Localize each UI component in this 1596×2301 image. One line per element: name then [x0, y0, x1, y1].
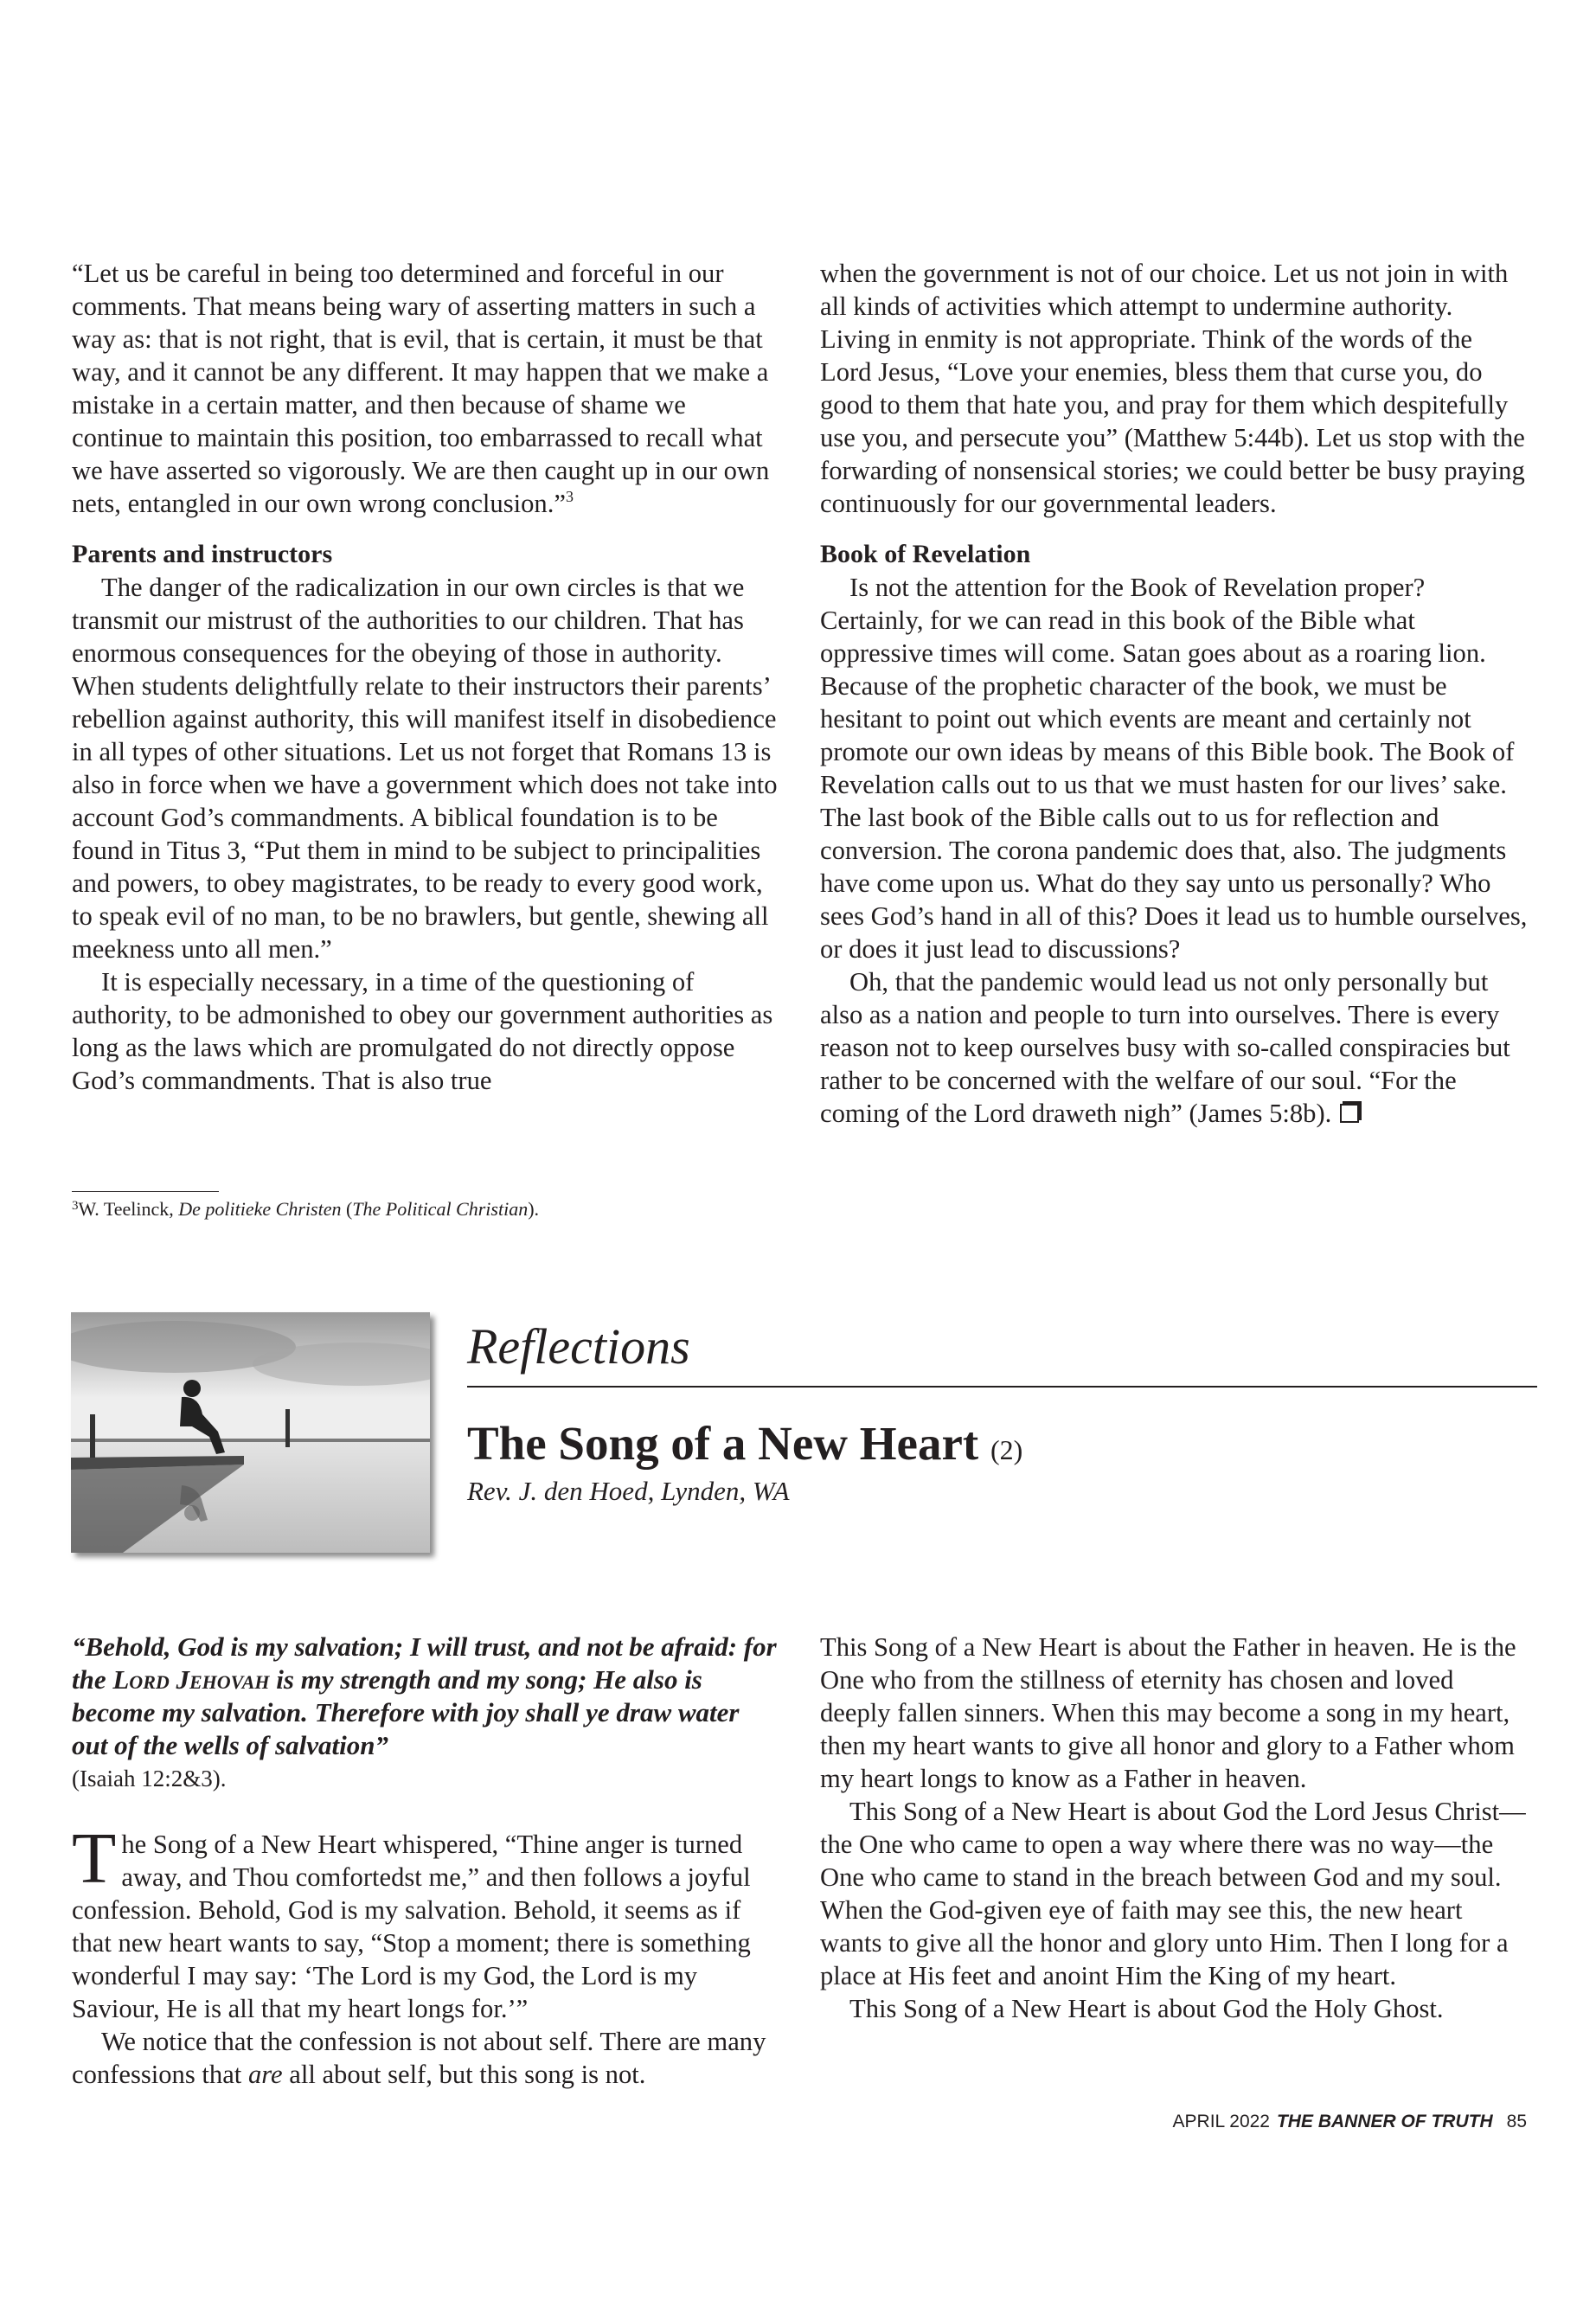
article-right-column	[820, 1631, 1529, 2025]
body-paragraph: It is especially necessary, in a time of the questioning of authority, to be admonished to obey our government authorities as long as the laws which are promulgated do not directly oppose God’s commandments. That is also true	[72, 967, 773, 1095]
article-title: The Song of a New Heart (2)	[467, 1417, 1023, 1470]
section-heading-revelation: Book of Revelation	[820, 540, 1031, 568]
footnote-reference: 3	[565, 488, 574, 505]
body-paragraph: We notice that the confession is not about self. There are many confessions that are all about self, but this song is not.	[72, 2027, 766, 2089]
body-paragraph: This Song of a New Heart is about God the Lord Jesus Christ—the One who came to open a way where there was no way—the One who came to stand in the breach between God and my soul. When the God-given eye of faith may see this, the new heart wants to give all the honor and glory unto Him. Then I long for a place at His feet and anoint Him the King of my heart.	[820, 1797, 1526, 1990]
body-paragraph: This Song of a New Heart is about the Father in heaven. He is the One who from the stillness of eternity has chosen and loved deeply fallen sinners. When this may become a song in my heart, then my heart wants to give all honor and glory to a Father whom my heart longs to know as a Father in heaven.	[820, 1632, 1516, 1793]
article-part-number: (2)	[990, 1434, 1023, 1465]
author-byline: Rev. J. den Hoed, Lynden, WA	[467, 1476, 790, 1506]
upper-right-column	[820, 257, 1529, 1130]
article-left-column	[72, 1631, 781, 2091]
quotation-paragraph: “Let us be careful in being too determined and forceful in our comments. That means being wary of asserting matters in such a way as: that is not right, that is evil, that is certain, it must be that way, and it cannot be any different. It may happen that we make a mistake in a certain matter, and then because of shame we continue to maintain this position, too embarrassed to recall what we have asserted so vigorously. We are then caught up in our own nets, entangled in our own wrong conclusion.”$^3$	[72, 259, 770, 518]
body-paragraph: This Song of a New Heart is about God the Holy Ghost.	[849, 1994, 1444, 2023]
page-folio: APRIL 2022 THE BANNER OF TRUTH 85	[1172, 2112, 1527, 2131]
body-paragraph: The danger of the radicalization in our own circles is that we transmit our mistrust of the authorities to our children. That has enormous consequences for the obeying of those in authority. When students delightfully relate to their instructors their parents’ rebellion against authority, this will manifest itself in disobedience in all types of other situations. Let us not forget that Romans 13 is also in force when we have a government which does not take into account God’s commandments. A biblical foundation is to be found in Titus 3, “Put them in mind to be subject to principalities and powers, to obey magistrates, to be ready to every good work, to speak evil of no man, to be no brawlers, but gentle, shewing all meekness unto all men.”	[72, 573, 778, 964]
body-paragraph: when the government is not of our choice. Let us not join in with all kinds of activities which attempt to undermine authority. Living in enmity is not appropriate. Think of the words of the Lord Jesus, “Love your enemies, bless them that curse you, do good to them that hate you, and pray for them which despitefully use you, and persecute you” (Matthew 5:44b). Let us stop with the forwarding of nonsensical stories; we could better be busy praying continuously for our governmental leaders.	[820, 259, 1525, 518]
body-paragraph: Is not the attention for the Book of Revelation proper? Certainly, for we can read in this book of the Bible what oppressive times will come. Satan goes about as a roaring lion. Because of the prophetic character of the book, we must be hesitant to point out which events are meant and certainly not promote our own ideas by means of this Bible book. The Book of Revelation calls out to us that we must hasten for our lives’ sake. The last book of the Bible calls out to us for reflection and conversion. The corona pandemic does that, also. The judgments have come upon us. What do they say unto us personally? Who sees God’s hand in all of this? Does it lead us to humble ourselves, or does it just lead to discussions?	[820, 573, 1528, 964]
section-label: Reflections	[467, 1318, 690, 1375]
body-paragraph: The Song of a New Heart whispered, “Thine anger is turned away, and Thou comfortedst me,” and then follows a joyful confession. Behold, God is my salvation. Behold, it seems as if that new heart wants to say, “Stop a moment; there is something wonderful I may say: ‘The Lord is my God, the Lord is my Saviour, He is all that my heart longs for.’”	[72, 1818, 751, 2023]
footnote-divider	[72, 1191, 219, 1192]
epigraph-reference: (Isaiah 12:2&3).	[72, 1766, 227, 1791]
man-sitting-on-pier-photo	[71, 1312, 430, 1553]
section-heading-parents: Parents and instructors	[72, 540, 333, 568]
body-paragraph: Oh, that the pandemic would lead us not only personally but also as a nation and people to turn into ourselves. There is every reason not to keep ourselves busy with so-called conspiracies but rather to be concerned with the welfare of our soul. “For the coming of the Lord draweth nigh” (James 5:8b).	[820, 967, 1510, 1128]
footnote: $^3$W. Teelinck, De politieke Christen (The Political Christian).	[72, 1198, 540, 1220]
end-of-article-icon	[1340, 1104, 1359, 1123]
page-number: 85	[1506, 2112, 1527, 2131]
section-divider	[467, 1386, 1537, 1388]
drop-cap: T	[72, 1818, 117, 1899]
upper-left-column	[72, 257, 781, 1097]
epigraph: “Behold, God is my salvation; I will trust, and not be afraid: for the Lord Jehovah is my strength and my song; He also is become my salvation. Therefore with joy shall ye draw water out of the wells of salvation”	[72, 1631, 777, 1760]
